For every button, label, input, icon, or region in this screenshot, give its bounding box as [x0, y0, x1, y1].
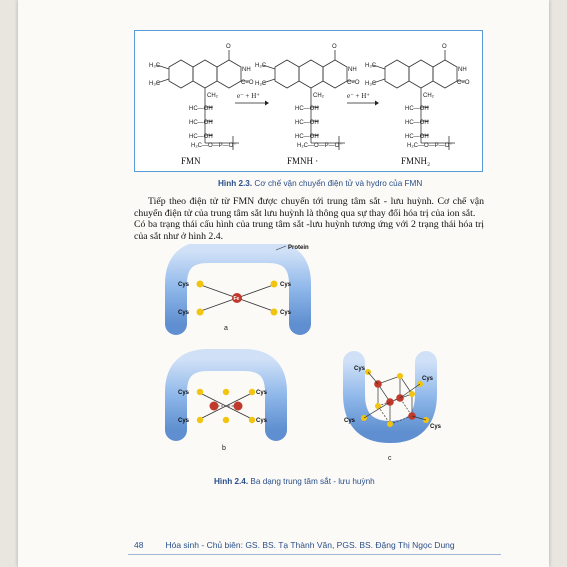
- panel-label-b: b: [222, 445, 226, 452]
- panel-c: [344, 362, 442, 462]
- iron-atom: [210, 402, 219, 411]
- sulfur-atom: [271, 309, 278, 316]
- paragraph-1: Tiếp theo điện tử từ FMN được chuyển tới trung tâm sắt - lưu huỳnh. Cơ chế vận chuyển điện tử của trung tâm sắt lưu huỳnh là thông qua sự thay đổi hóa trị của ion sắt.: [134, 196, 484, 219]
- iron-sulfur-diagram: [158, 244, 458, 476]
- cys-label: Cys: [280, 282, 292, 288]
- cys-label: Cys: [430, 424, 442, 430]
- svg-text:HC—OH: HC—OH: [405, 106, 429, 112]
- cys-label: Cys: [178, 310, 190, 316]
- svg-text:HC—OH: HC—OH: [405, 134, 429, 140]
- svg-text:NH: NH: [458, 67, 467, 73]
- iron-atom: [234, 402, 243, 411]
- svg-text:NH: NH: [348, 67, 357, 73]
- sulfur-atom: [197, 281, 204, 288]
- cys-label: Cys: [256, 418, 268, 424]
- sulfur-atom: [197, 389, 203, 395]
- arrow-2-head: [375, 101, 379, 106]
- svg-text:H₂C—O—P—O⁻: H₂C—O—P—O⁻: [191, 143, 237, 149]
- sulfur-atom: [387, 421, 393, 427]
- svg-text:H₂C—O—P—O⁻: H₂C—O—P—O⁻: [297, 143, 343, 149]
- label-fmn: FMN: [181, 156, 201, 166]
- panel-a: [176, 245, 309, 332]
- footer-credit: Hóa sinh - Chủ biên: GS. BS. Tạ Thành Văn, PGS. BS. Đặng Thị Ngọc Dung: [165, 540, 455, 550]
- svg-text:H₃C: H₃C: [255, 63, 267, 69]
- svg-text:HC—OH: HC—OH: [405, 120, 429, 126]
- cys-label: Cys: [178, 282, 190, 288]
- svg-text:HC—OH: HC—OH: [189, 120, 213, 126]
- sulfur-atom: [223, 417, 229, 423]
- svg-text:O: O: [332, 44, 337, 50]
- svg-text:HC—OH: HC—OH: [295, 106, 319, 112]
- caption-text: Ba dạng trung tâm sắt - lưu huỳnh: [250, 477, 375, 486]
- svg-text:HC—OH: HC—OH: [189, 134, 213, 140]
- arrow-1-label: e⁻ + H⁺: [237, 92, 260, 100]
- sulfur-atom: [249, 389, 255, 395]
- svg-text:H₂C—O—P—O⁻: H₂C—O—P—O⁻: [407, 143, 453, 149]
- cys-label: Cys: [178, 390, 190, 396]
- panel-label-a: a: [224, 325, 228, 332]
- fmnh2-molecule: [365, 44, 470, 150]
- cys-label: Cys: [354, 366, 366, 372]
- svg-text:H₃C: H₃C: [365, 81, 377, 87]
- caption-prefix: Hình 2.4.: [214, 477, 249, 486]
- cys-label: Cys: [256, 390, 268, 396]
- paragraph-2: Có ba trạng thái cấu hình của trung tâm sắt -lưu huỳnh tương ứng với 2 trạng thái hóa trị của sắt như ở hình 2.4.: [134, 219, 484, 242]
- svg-text:O: O: [442, 44, 447, 50]
- label-fmnh2: FMNH₂: [401, 156, 431, 166]
- page: [18, 0, 549, 567]
- svg-text:NH: NH: [242, 67, 251, 73]
- sulfur-atom: [249, 417, 255, 423]
- footer-divider: [128, 554, 501, 555]
- svg-text:CH₂: CH₂: [207, 93, 218, 99]
- arrow-2-label: e⁻ + H⁺: [347, 92, 370, 100]
- panel-b: [176, 360, 276, 452]
- svg-text:H₃C: H₃C: [365, 63, 377, 69]
- svg-text:CH₂: CH₂: [313, 93, 324, 99]
- figure-fmn-mechanism: [134, 30, 483, 172]
- svg-text:HC—OH: HC—OH: [189, 106, 213, 112]
- cys-label: Cys: [422, 376, 434, 382]
- svg-text:H₃C: H₃C: [149, 63, 161, 69]
- sulfur-atom: [197, 417, 203, 423]
- fe-label: Fe: [233, 296, 240, 302]
- cys-label: Cys: [280, 310, 292, 316]
- figure-iron-sulfur: [158, 244, 458, 481]
- svg-text:H₃C: H₃C: [149, 81, 161, 87]
- cys-label: Cys: [344, 418, 356, 424]
- panel-label-c: c: [388, 455, 392, 462]
- caption-text: Cơ chế vận chuyển điện tử và hydro của FMN: [254, 179, 423, 188]
- sulfur-atom: [409, 391, 415, 397]
- page-footer: [134, 540, 494, 550]
- sulfur-atom: [271, 281, 278, 288]
- cys-label: Cys: [178, 418, 190, 424]
- svg-text:HC—OH: HC—OH: [295, 134, 319, 140]
- page-number: 48: [134, 540, 144, 550]
- svg-text:C=O: C=O: [347, 80, 360, 86]
- fmn-diagram: [135, 31, 482, 171]
- fmnh-radical-molecule: [255, 44, 360, 150]
- sulfur-atom: [397, 373, 403, 379]
- body-text: [134, 196, 484, 242]
- arrow-1-head: [265, 101, 269, 106]
- svg-text:C=O: C=O: [241, 80, 254, 86]
- protein-label: Protein: [288, 245, 309, 251]
- svg-text:HC—OH: HC—OH: [295, 120, 319, 126]
- svg-text:CH₂: CH₂: [423, 93, 434, 99]
- svg-text:O: O: [226, 44, 231, 50]
- sulfur-atom: [197, 309, 204, 316]
- sulfur-atom: [223, 389, 229, 395]
- caption-prefix: Hình 2.3.: [218, 179, 253, 188]
- svg-text:H₃C: H₃C: [255, 81, 267, 87]
- svg-text:C=O: C=O: [457, 80, 470, 86]
- figure-2-4-caption: [214, 477, 375, 486]
- figure-2-3-caption: [218, 179, 422, 188]
- label-fmnh: FMNH ·: [287, 156, 319, 166]
